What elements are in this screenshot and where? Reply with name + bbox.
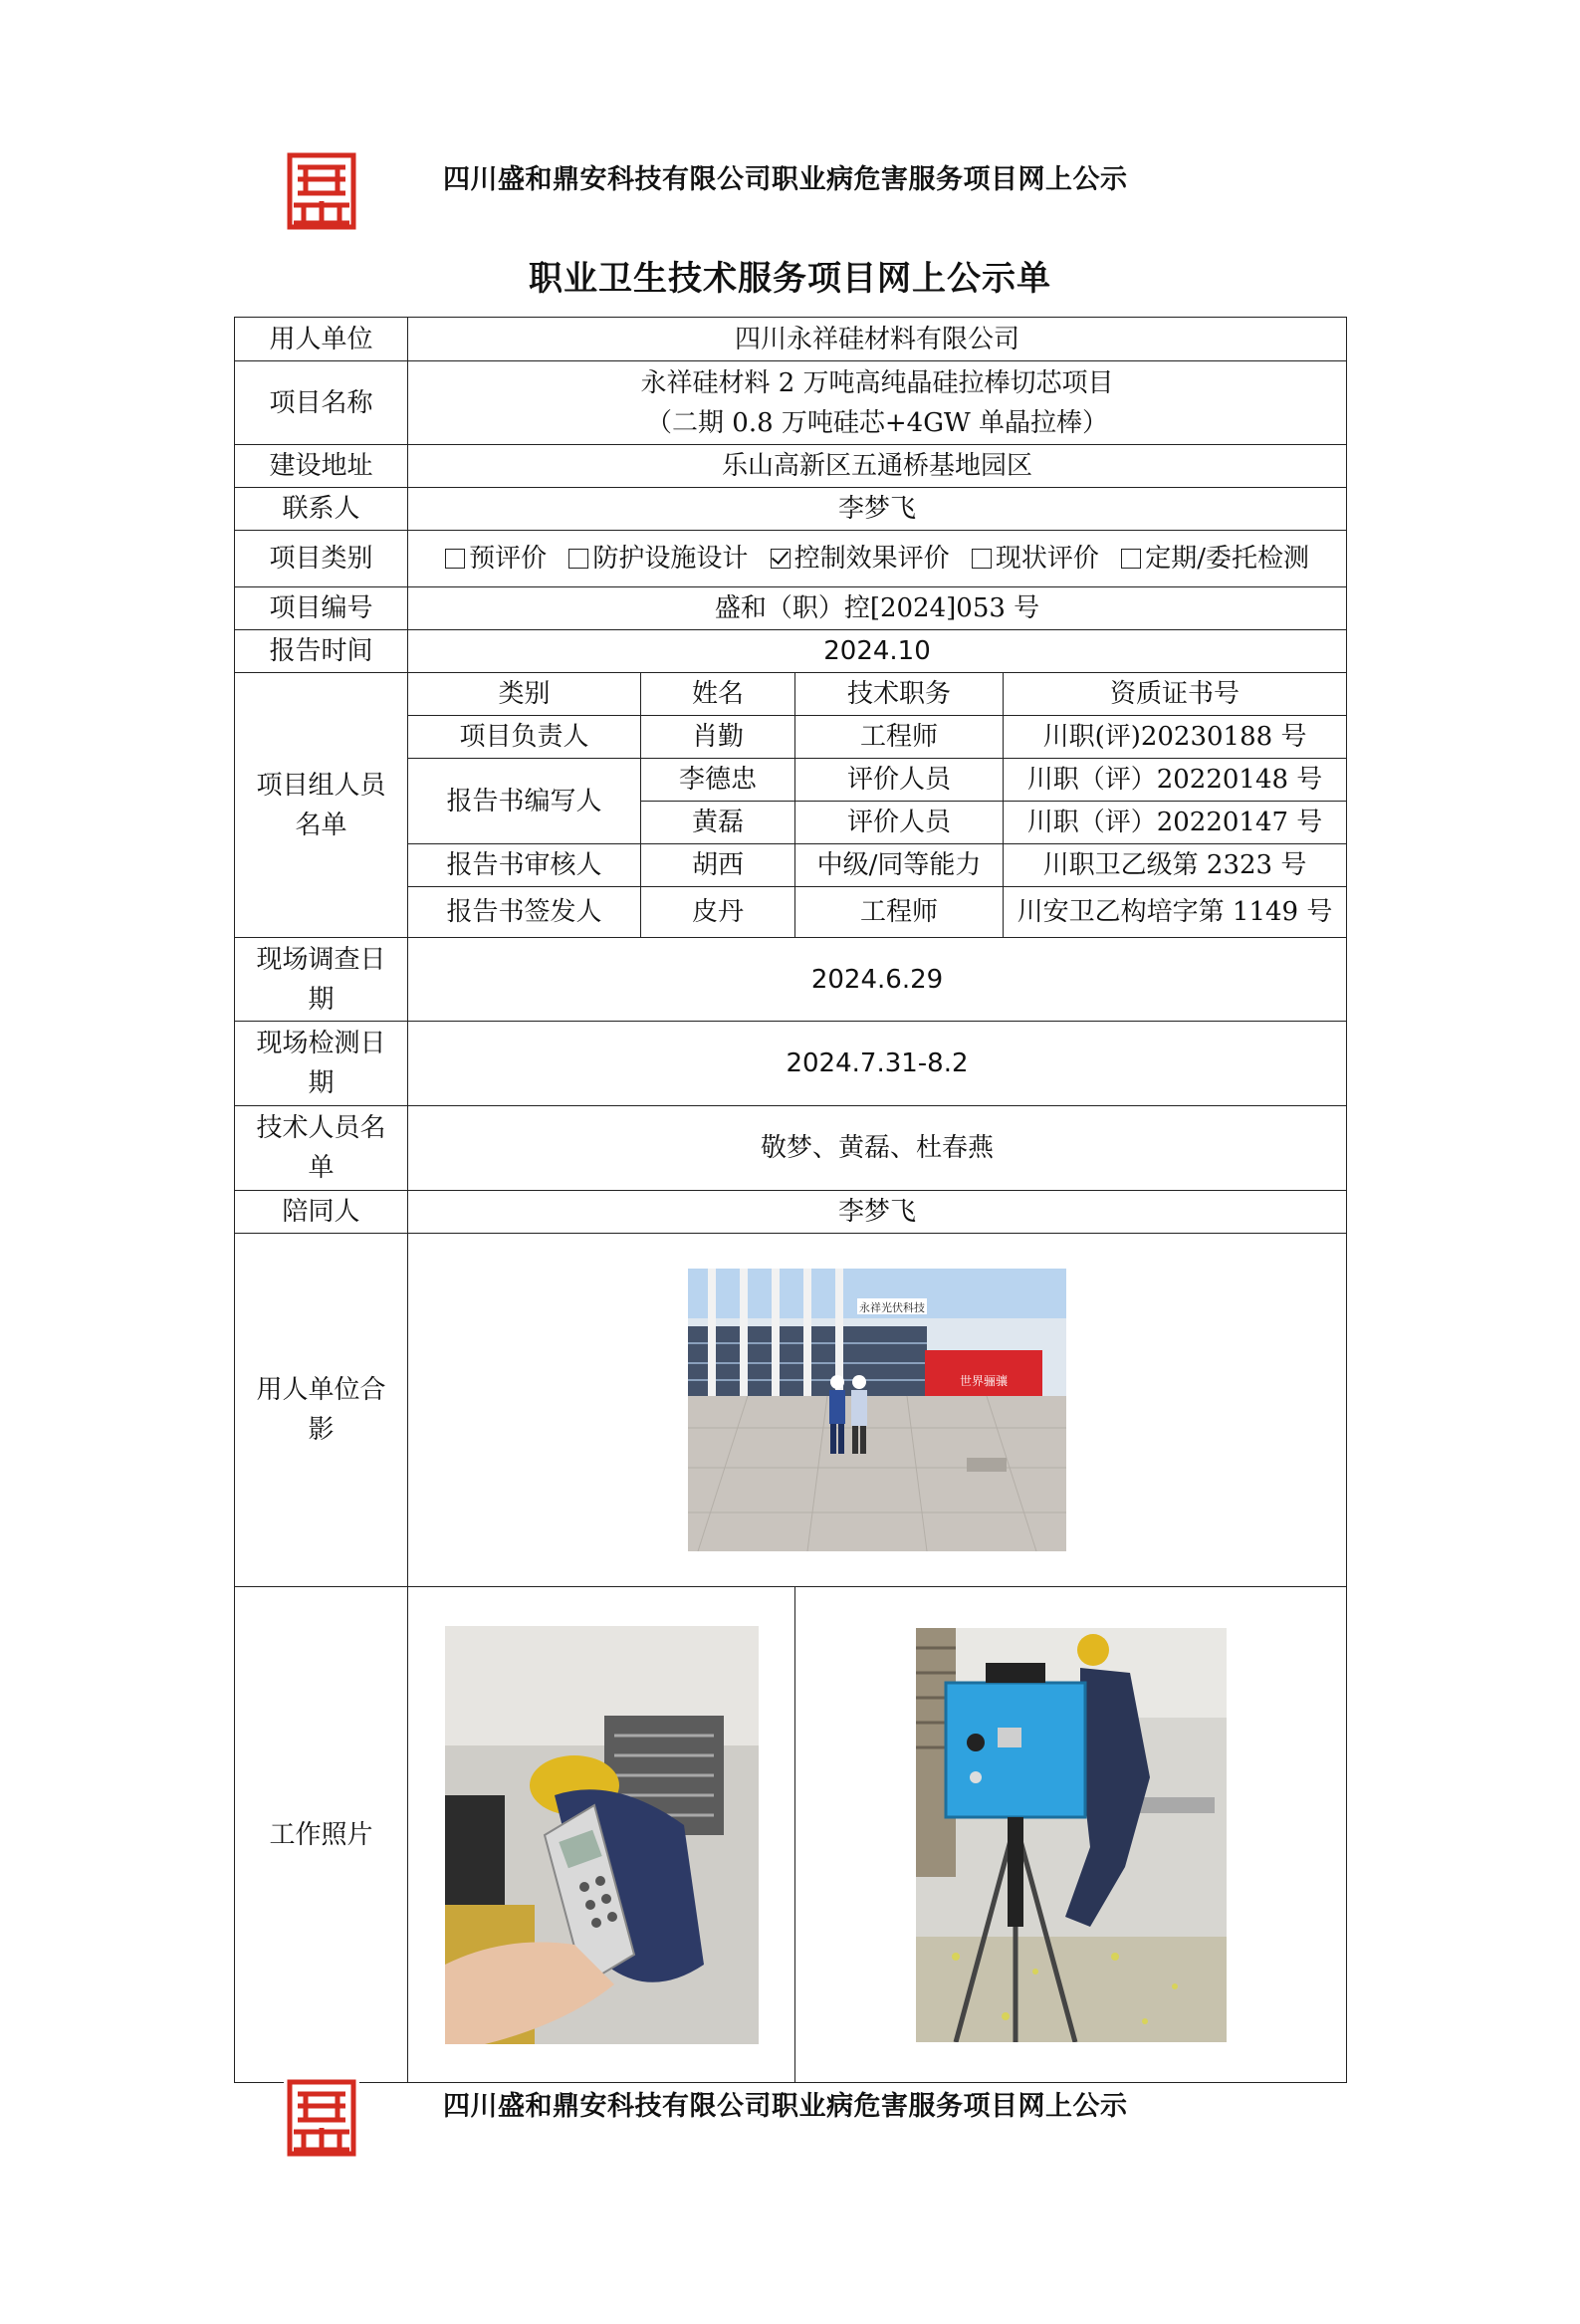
employer-label: 用人单位 — [235, 318, 408, 361]
survey-date-value: 2024.6.29 — [408, 938, 1347, 1022]
signer-role: 报告书签发人 — [408, 887, 641, 938]
tech-staff-label: 技术人员名 单 — [235, 1106, 408, 1191]
checkbox-icon — [1121, 549, 1141, 569]
report-time-label: 报告时间 — [235, 630, 408, 673]
writer1-cert: 川职（评）20220148 号 — [1004, 759, 1347, 802]
employer-value: 四川永祥硅材料有限公司 — [408, 318, 1347, 361]
team-header-cert: 资质证书号 — [1004, 673, 1347, 716]
page-title: 职业卫生技术服务项目网上公示单 — [529, 259, 1051, 299]
leader-role: 项目负责人 — [408, 716, 641, 759]
contact-label: 联系人 — [235, 488, 408, 531]
work-photo-noise-meter — [445, 1626, 759, 2044]
checkbox-icon — [445, 549, 465, 569]
leader-title: 工程师 — [795, 716, 1004, 759]
reviewer-role: 报告书审核人 — [408, 844, 641, 887]
category-periodic-detection[interactable]: 定期/委托检测 — [1121, 544, 1309, 574]
work-photo-label: 工作照片 — [235, 1587, 408, 2083]
checkbox-icon — [972, 549, 992, 569]
header-company-line: 四川盛和鼎安科技有限公司职业病危害服务项目网上公示 — [443, 164, 1128, 195]
building-sign-text: 永祥光伏科技 — [859, 1301, 925, 1314]
team-header-title: 技术职务 — [795, 673, 1004, 716]
project-no-value: 盛和（职）控[2024]053 号 — [408, 587, 1347, 630]
companion-label: 陪同人 — [235, 1191, 408, 1234]
project-no-label: 项目编号 — [235, 587, 408, 630]
publicity-form-table — [234, 317, 1347, 2083]
companion-value: 李梦飞 — [408, 1191, 1347, 1234]
project-name-value — [408, 361, 1347, 445]
reviewer-name: 胡西 — [641, 844, 795, 887]
category-options — [408, 531, 1347, 587]
signer-title: 工程师 — [795, 887, 1004, 938]
address-value: 乐山高新区五通桥基地园区 — [408, 445, 1347, 488]
survey-date-label: 现场调查日 期 — [235, 938, 408, 1022]
footer-company-line: 四川盛和鼎安科技有限公司职业病危害服务项目网上公示 — [443, 2091, 1128, 2122]
project-name-label: 项目名称 — [235, 361, 408, 445]
checkbox-icon — [568, 549, 588, 569]
team-header-category: 类别 — [408, 673, 641, 716]
address-label: 建设地址 — [235, 445, 408, 488]
writer2-name: 黄磊 — [641, 802, 795, 844]
writer1-title: 评价人员 — [795, 759, 1004, 802]
checkbox-checked-icon — [771, 549, 790, 569]
page-header — [0, 149, 1580, 239]
contact-value: 李梦飞 — [408, 488, 1347, 531]
writer2-title: 评价人员 — [795, 802, 1004, 844]
report-time-value: 2024.10 — [408, 630, 1347, 673]
page-footer — [0, 2076, 1580, 2166]
team-label: 项目组人员 名单 — [235, 673, 408, 938]
writer1-name: 李德忠 — [641, 759, 795, 802]
tech-staff-value: 敬梦、黄磊、杜春燕 — [408, 1106, 1347, 1191]
team-header-name: 姓名 — [641, 673, 795, 716]
signer-name: 皮丹 — [641, 887, 795, 938]
writer2-cert: 川职（评）20220147 号 — [1004, 802, 1347, 844]
project-name-line2: （二期 0.8 万吨硅芯+4GW 单晶拉棒） — [646, 407, 1108, 438]
category-label: 项目类别 — [235, 531, 408, 587]
leader-cert: 川职(评)20230188 号 — [1004, 716, 1347, 759]
reviewer-cert: 川职卫乙级第 2323 号 — [1004, 844, 1347, 887]
category-status-evaluation[interactable]: 现状评价 — [972, 544, 1099, 574]
group-photo-label: 用人单位合 影 — [235, 1234, 408, 1587]
test-date-value: 2024.7.31-8.2 — [408, 1022, 1347, 1106]
signer-cert: 川安卫乙构培字第 1149 号 — [1004, 887, 1347, 938]
group-photo-cell — [408, 1234, 1347, 1587]
group-photo-image — [688, 1269, 1066, 1551]
test-date-label: 现场检测日 期 — [235, 1022, 408, 1106]
reviewer-title: 中级/同等能力 — [795, 844, 1004, 887]
category-control-effect[interactable]: 控制效果评价 — [771, 544, 950, 574]
work-photo-sampler — [916, 1628, 1227, 2042]
work-photo-cell-right — [795, 1587, 1347, 2083]
banner-text: 世界骊骧 — [959, 1374, 1009, 1388]
company-logo-icon — [284, 149, 359, 233]
project-name-line1: 永祥硅材料 2 万吨高纯晶硅拉棒切芯项目 — [640, 367, 1114, 398]
writer-role: 报告书编写人 — [408, 759, 641, 844]
company-logo-icon — [284, 2076, 359, 2160]
leader-name: 肖勤 — [641, 716, 795, 759]
work-photo-cell-left — [408, 1587, 795, 2083]
category-pre-evaluation[interactable]: 预评价 — [445, 544, 547, 574]
category-protection-design[interactable]: 防护设施设计 — [568, 544, 748, 574]
